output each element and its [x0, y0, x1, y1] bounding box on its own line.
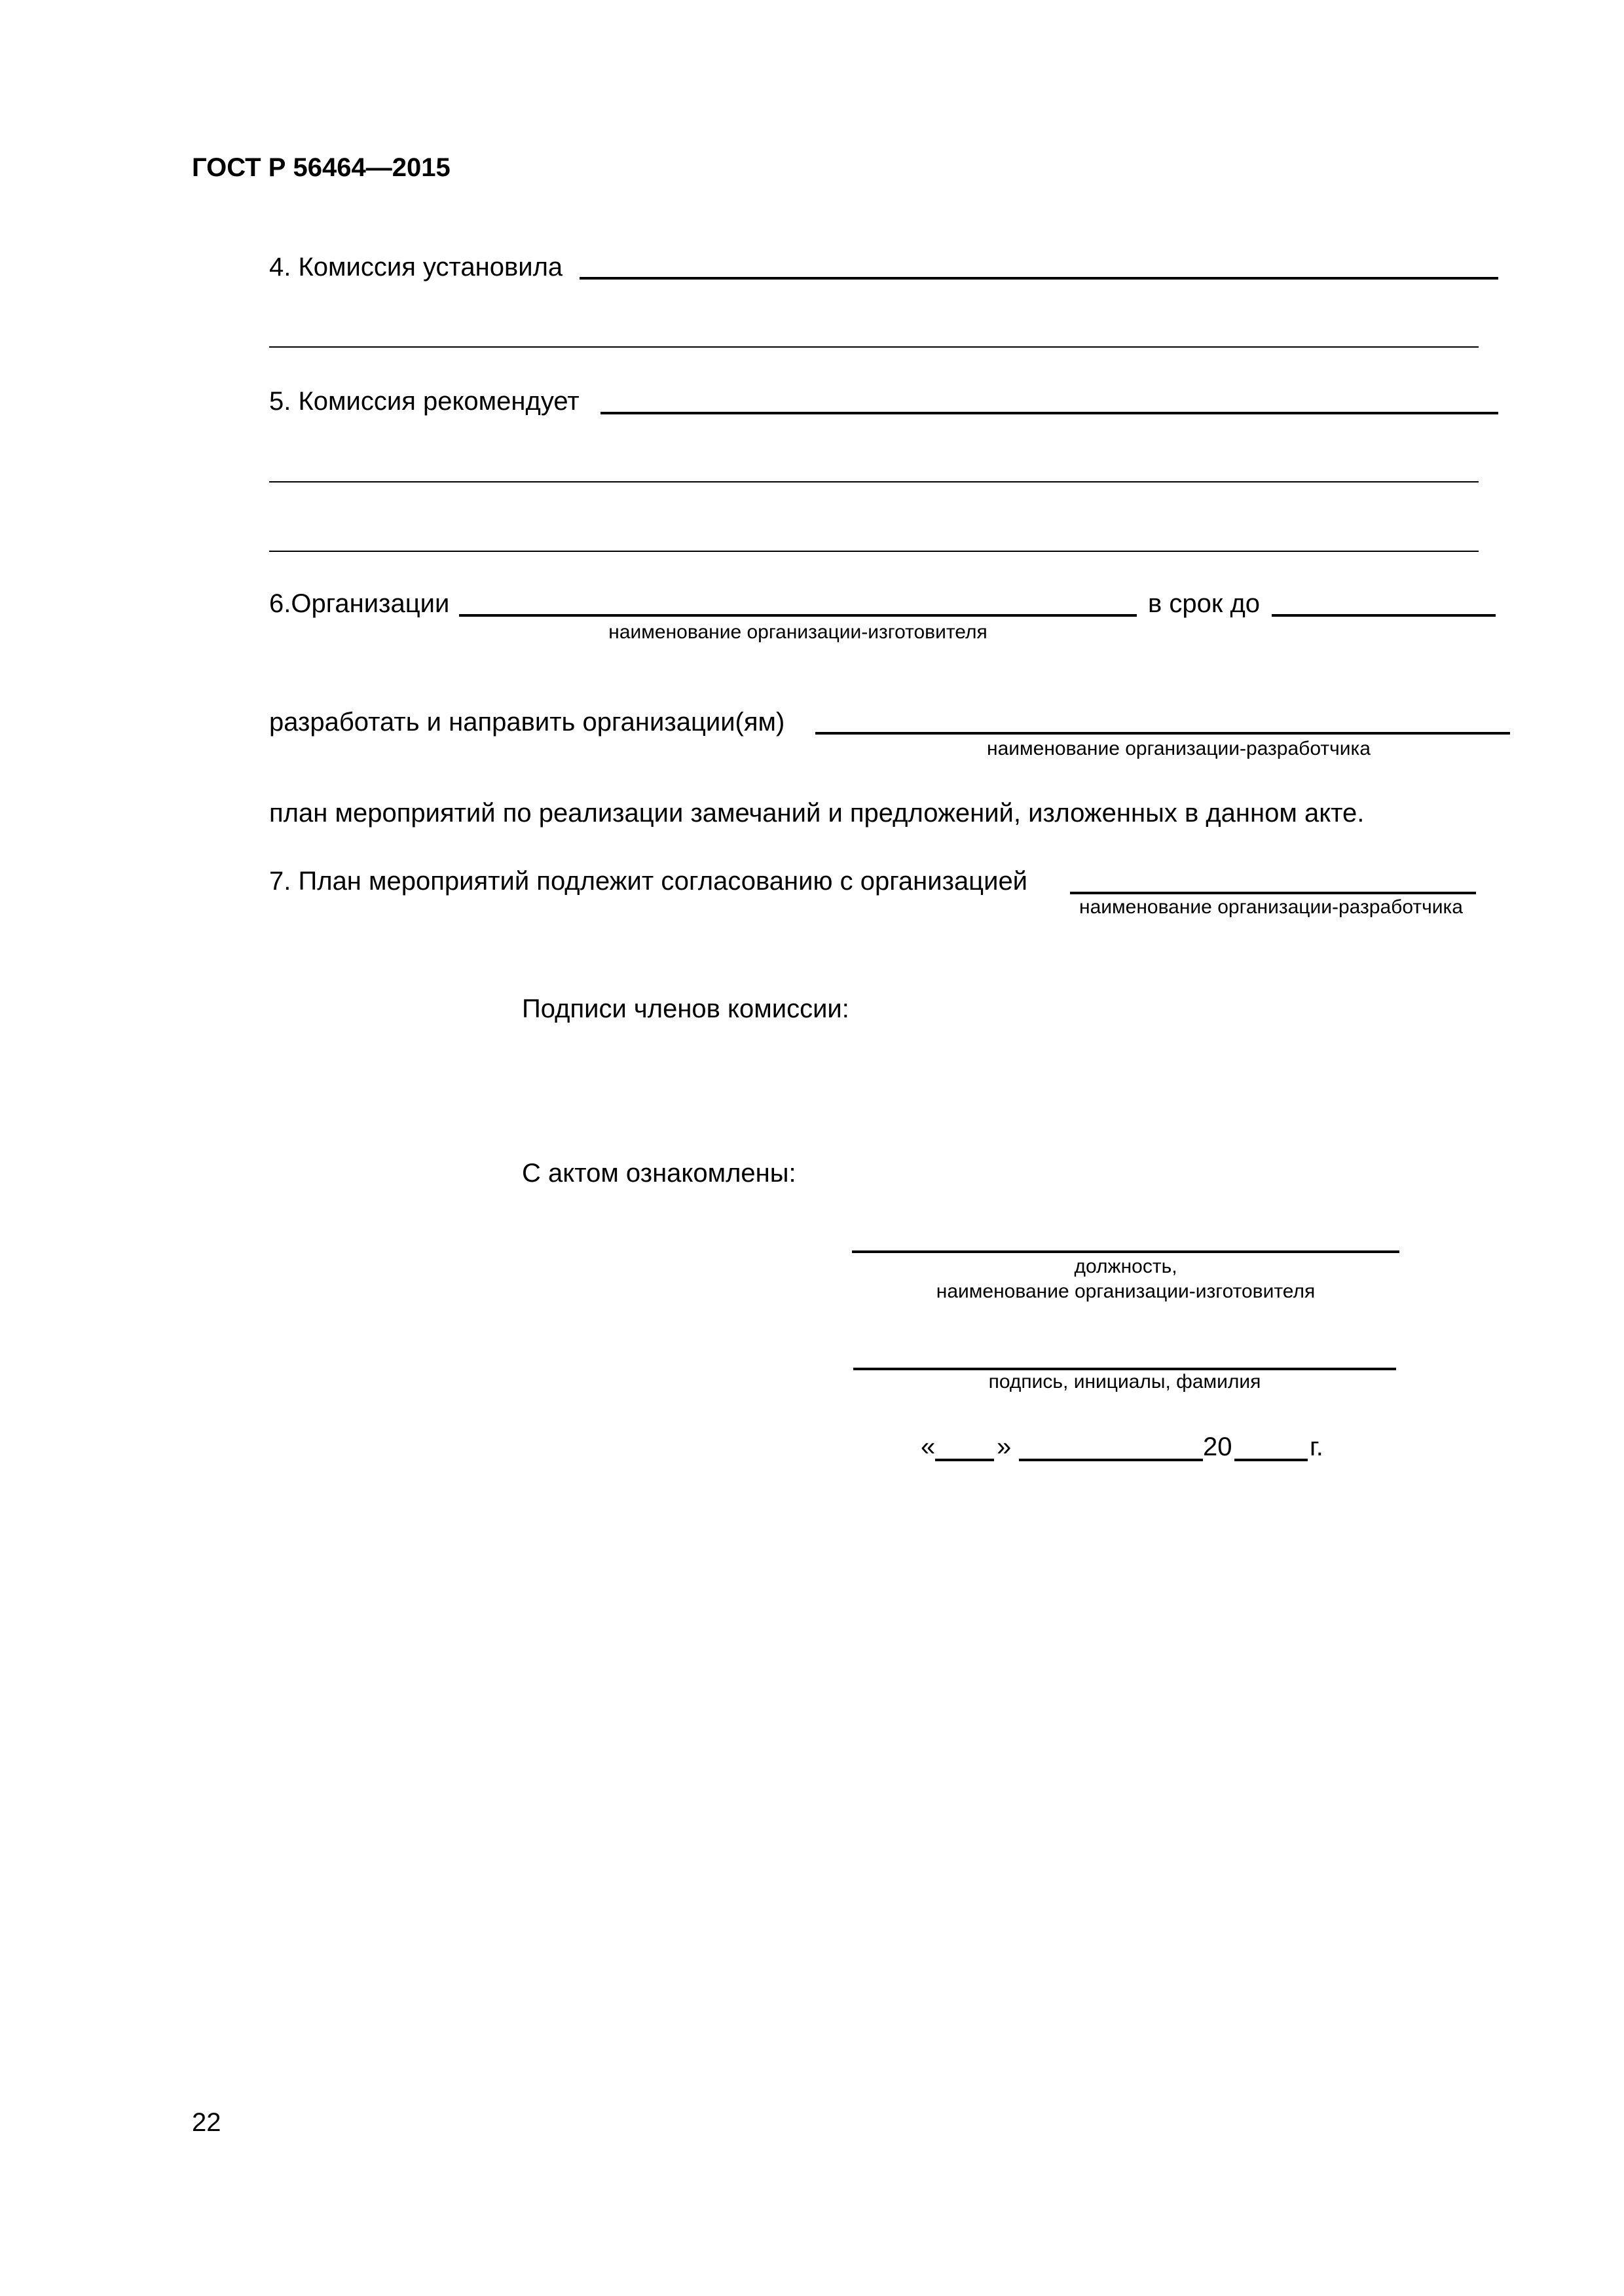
date-open-quote: «: [921, 1432, 936, 1461]
plan-text: план мероприятий по реализации замечаний и предложений, изложенных в данном акте.: [269, 799, 1365, 828]
date-year-prefix: 20: [1203, 1432, 1232, 1461]
develop-label: разработать и направить организации(ям): [269, 708, 785, 737]
develop-line: [815, 732, 1510, 735]
date-close-quote: »: [997, 1432, 1012, 1461]
signature-caption: подпись, инициалы, фамилия: [988, 1371, 1261, 1393]
item6-deadline-line: [1272, 614, 1496, 617]
item6-label: 6.Организации: [269, 589, 450, 618]
item4-continuation-line: [269, 346, 1479, 348]
standard-id: ГОСТ Р 56464—2015: [192, 153, 451, 182]
date-month-line: [1019, 1459, 1203, 1461]
item4-fill-line: [580, 277, 1498, 280]
date-year-suffix: г.: [1310, 1432, 1323, 1461]
develop-caption: наименование организации-разработчика: [987, 738, 1371, 759]
item5-label: 5. Комиссия рекомендует: [269, 387, 580, 416]
item7-caption: наименование организации-разработчика: [1079, 896, 1463, 918]
item6-caption: наименование организации-изготовителя: [608, 621, 987, 643]
item7-label: 7. План мероприятий подлежит согласованию с организацией: [269, 867, 1028, 896]
position-caption-2: наименование организации-изготовителя: [936, 1281, 1316, 1302]
item6-deadline-label: в срок до: [1148, 589, 1261, 618]
item4-label: 4. Комиссия установила: [269, 253, 563, 282]
page-number: 22: [192, 2108, 221, 2137]
date-year-line: [1234, 1459, 1308, 1461]
item6-organization-line: [459, 614, 1137, 617]
item5-fill-line: [600, 412, 1498, 414]
item5-continuation-line-1: [269, 481, 1479, 483]
date-day-line: [935, 1459, 994, 1461]
position-caption-1: должность,: [1074, 1256, 1177, 1277]
members-signatures-label: Подписи членов комиссии:: [522, 994, 849, 1023]
position-line: [852, 1250, 1399, 1253]
acquainted-label: С актом ознакомлены:: [522, 1159, 796, 1188]
item7-line: [1070, 892, 1476, 894]
item5-continuation-line-2: [269, 551, 1479, 552]
